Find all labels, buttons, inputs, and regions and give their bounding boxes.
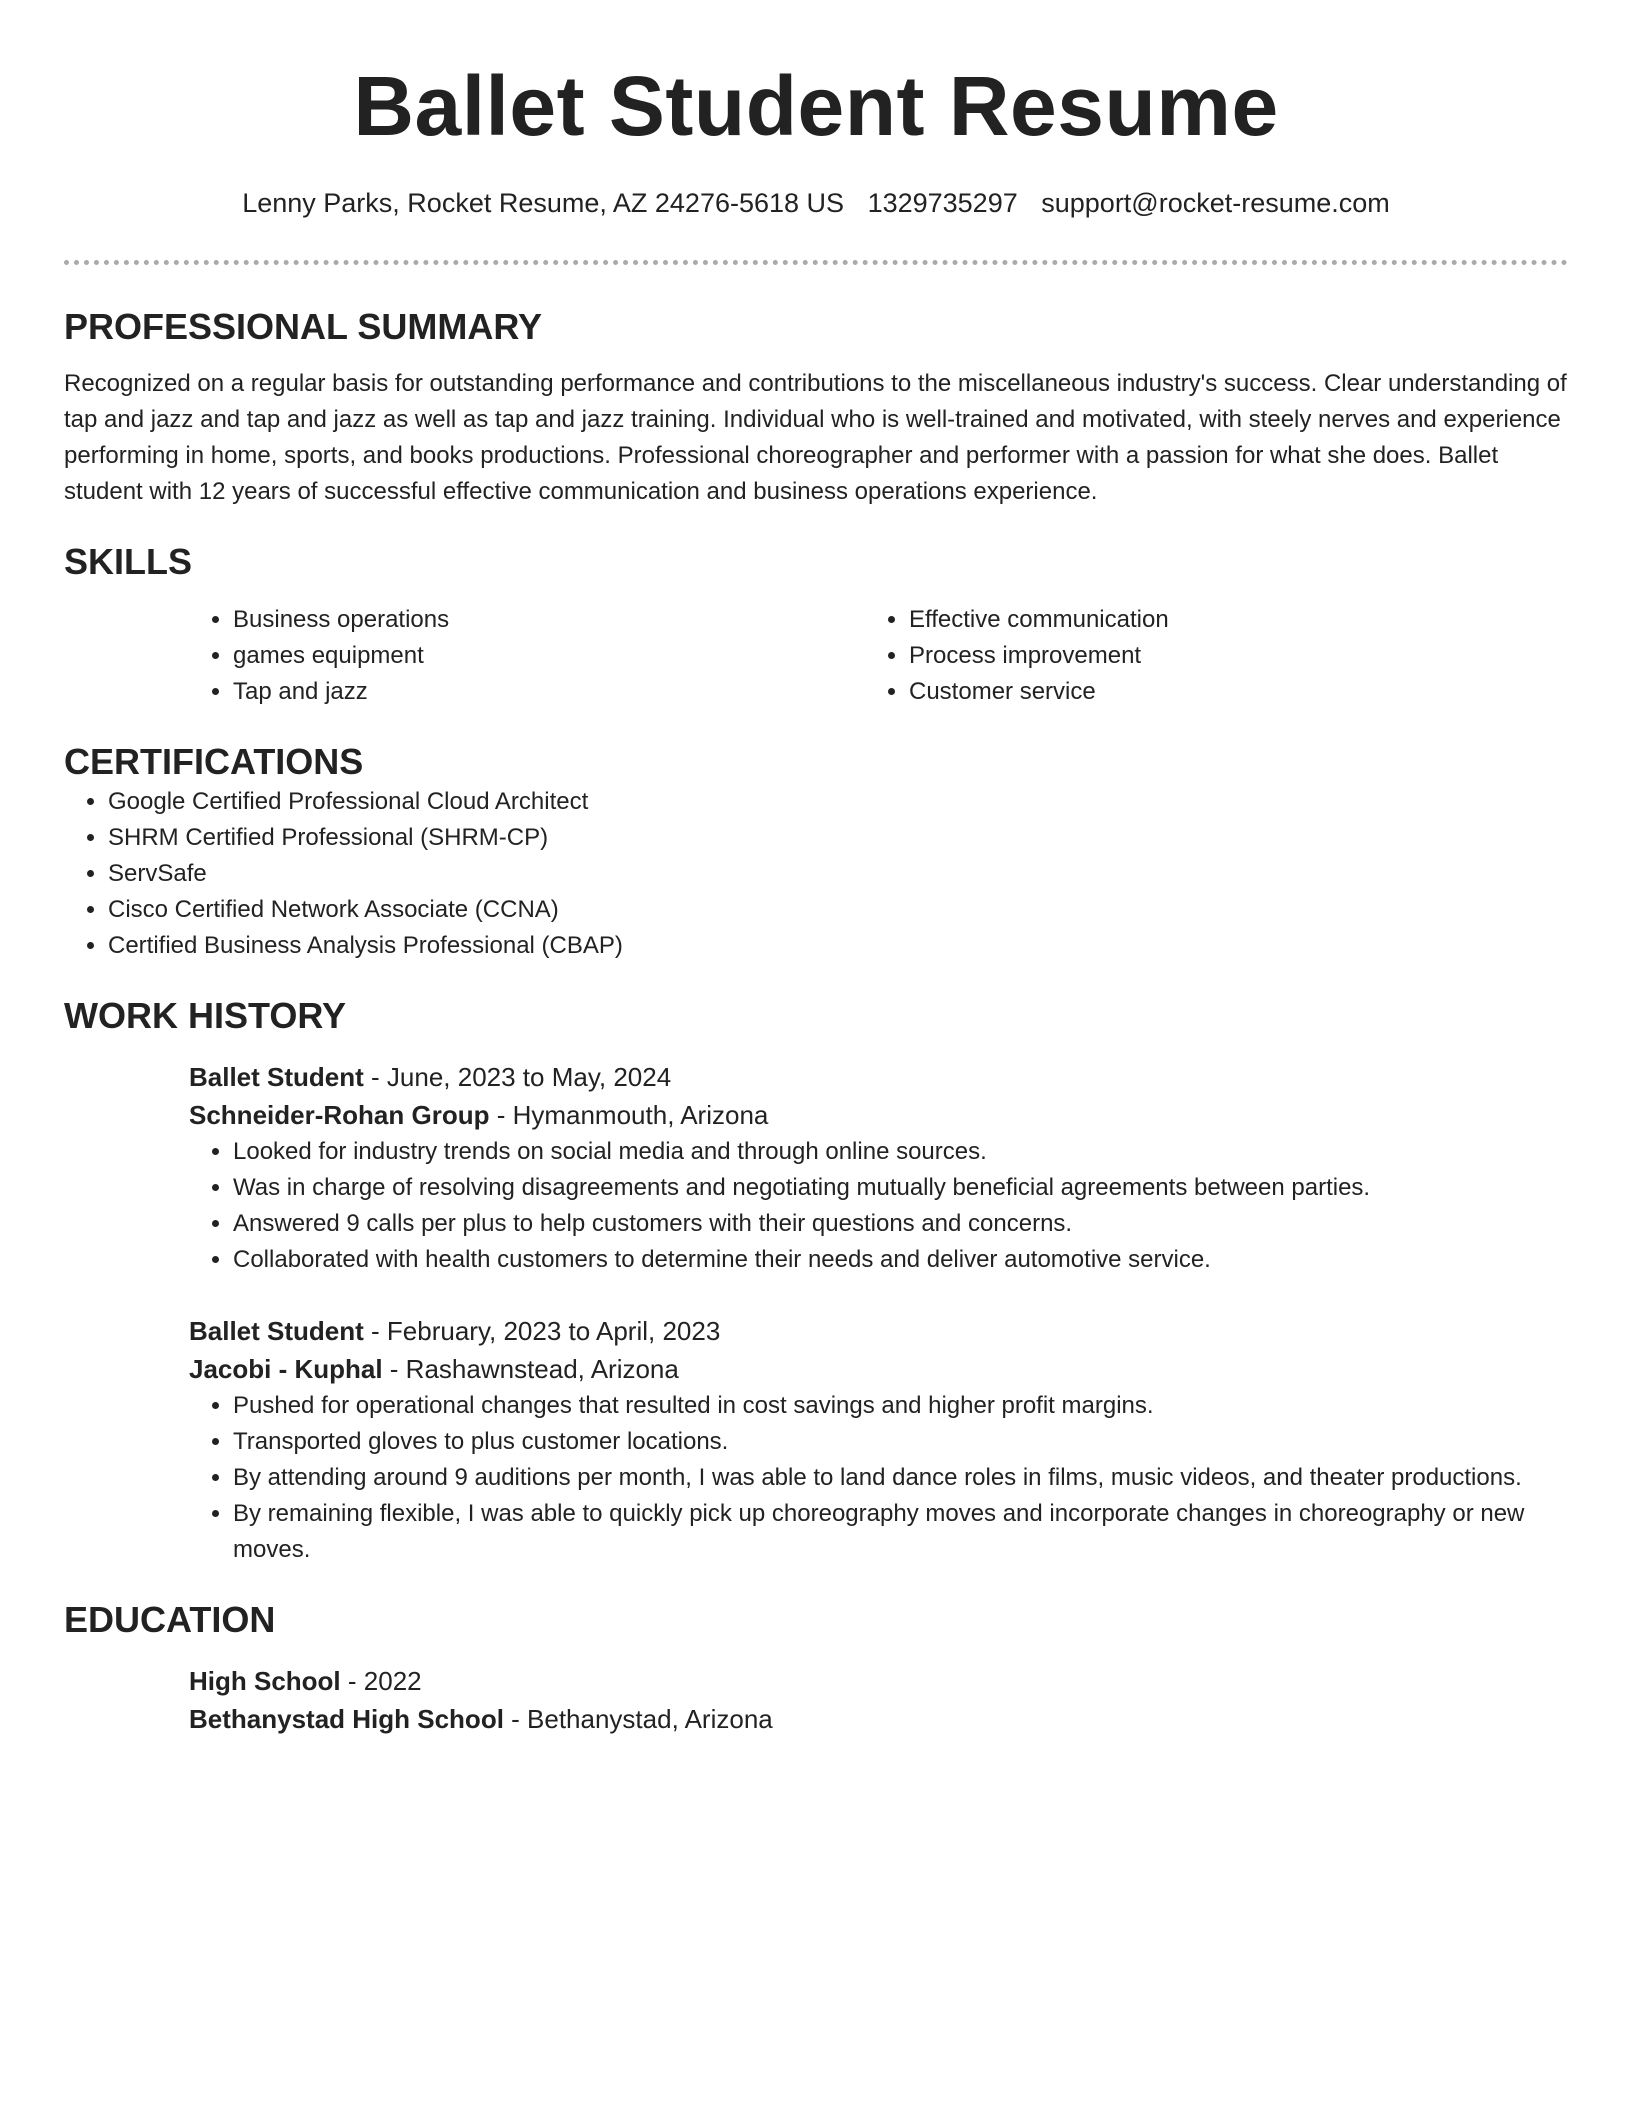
skill-item: • Process improvement [909, 638, 1541, 674]
work-history-section [64, 994, 1568, 1568]
summary-heading: PROFESSIONAL SUMMARY [64, 306, 543, 347]
skill-item: • Business operations [233, 602, 865, 638]
skills-column-right [865, 602, 1541, 710]
skills-heading: SKILLS [64, 541, 193, 582]
job-location: - Rashawnstead, Arizona [382, 1354, 679, 1384]
contact-line [64, 186, 1568, 220]
job-title-line [189, 1312, 1568, 1350]
job-company: Schneider-Rohan Group [189, 1100, 490, 1130]
work-history-heading: WORK HISTORY [64, 995, 347, 1036]
job-title: Ballet Student [189, 1062, 364, 1092]
certification-item: • Google Certified Professional Cloud Architect [108, 784, 1568, 820]
skill-item: • Customer service [909, 674, 1541, 710]
resume-title: Ballet Student Resume [353, 59, 1279, 153]
education-location: - Bethanystad, Arizona [503, 1704, 773, 1734]
certification-item: • SHRM Certified Professional (SHRM-CP) [108, 820, 1568, 856]
job-duty: • Pushed for operational changes that resulted in cost savings and higher profit margins. [233, 1388, 1568, 1424]
job-duty: • By attending around 9 auditions per month, I was able to land dance roles in films, music videos, and theater productions. [233, 1460, 1568, 1496]
job-duties [189, 1134, 1568, 1278]
education-heading: EDUCATION [64, 1599, 276, 1640]
job-duty: • Was in charge of resolving disagreements and negotiating mutually beneficial agreements between parties. [233, 1170, 1568, 1206]
certifications-section [64, 740, 1568, 964]
summary-text: Recognized on a regular basis for outstanding performance and contributions to the miscellaneous industry's success. Clear understanding of tap and jazz and tap and jazz as well as tap and jazz training. Individual who is well-trained and motivated, with steely nerves and experience performing in home, sports, and books productions. Professional choreographer and performer with a passion for what she does. Ballet student with 12 years of successful effective communication and business operations experience. [64, 370, 1567, 505]
skill-item: • Tap and jazz [233, 674, 865, 710]
summary-section [64, 305, 1568, 510]
certifications-list [64, 784, 1568, 964]
certification-item: • Cisco Certified Network Associate (CCNA) [108, 892, 1568, 928]
education-school-line [189, 1700, 1568, 1738]
job-dates: - February, 2023 to April, 2023 [363, 1316, 721, 1346]
job-duty: • Answered 9 calls per plus to help customers with their questions and concerns. [233, 1206, 1568, 1242]
contact-phone: 1329735297 [867, 188, 1018, 218]
job-duty: • By remaining flexible, I was able to quickly pick up choreography moves and incorporate changes in choreography or new moves. [233, 1496, 1568, 1568]
skills-grid [189, 602, 1568, 710]
job-duties [189, 1388, 1568, 1568]
job-duty: • Collaborated with health customers to determine their needs and deliver automotive service. [233, 1242, 1568, 1278]
job-duty: • Looked for industry trends on social media and through online sources. [233, 1134, 1568, 1170]
job-duty: • Transported gloves to plus customer locations. [233, 1424, 1568, 1460]
job-company-line [189, 1096, 1568, 1134]
job-title-line [189, 1058, 1568, 1096]
job-dates: - June, 2023 to May, 2024 [363, 1062, 672, 1092]
skill-item: • games equipment [233, 638, 865, 674]
job-entry [189, 1058, 1568, 1278]
skills-column-left [189, 602, 865, 710]
skills-section [64, 540, 1568, 710]
skill-item: • Effective communication [909, 602, 1541, 638]
contact-address: Lenny Parks, Rocket Resume, AZ 24276-5618 US [242, 188, 845, 218]
education-degree: High School [189, 1666, 341, 1696]
job-company: Jacobi - Kuphal [189, 1354, 383, 1384]
education-entry [189, 1662, 1568, 1738]
education-year: - 2022 [340, 1666, 422, 1696]
education-school: Bethanystad High School [189, 1704, 504, 1734]
contact-email: support@rocket-resume.com [1041, 188, 1390, 218]
education-section [64, 1598, 1568, 1738]
job-entry [189, 1312, 1568, 1568]
job-location: - Hymanmouth, Arizona [489, 1100, 769, 1130]
header-divider [64, 260, 1568, 265]
education-degree-line [189, 1662, 1568, 1700]
certifications-heading: CERTIFICATIONS [64, 741, 364, 782]
job-company-line [189, 1350, 1568, 1388]
certification-item: • Certified Business Analysis Professional (CBAP) [108, 928, 1568, 964]
job-title: Ballet Student [189, 1316, 364, 1346]
certification-item: • ServSafe [108, 856, 1568, 892]
